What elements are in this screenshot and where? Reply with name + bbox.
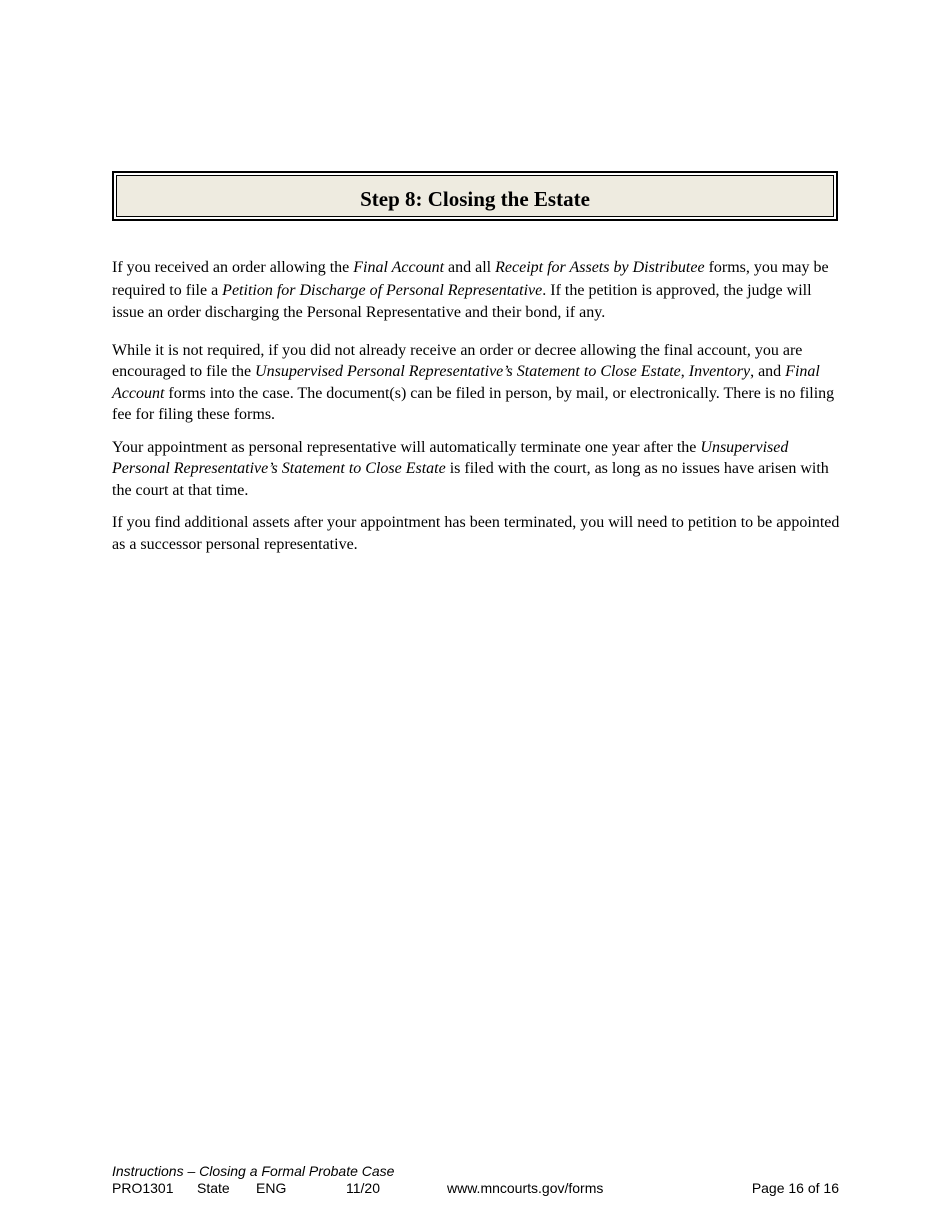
form-name: Final Account (112, 363, 820, 402)
section-heading: Step 8: Closing the Estate (360, 186, 590, 211)
form-name: Inventory (688, 363, 751, 380)
form-name: Unsupervised Personal Representative’s Statement to Close Estate (112, 438, 789, 477)
footer-meta (112, 1180, 839, 1197)
form-name: Final Account (353, 259, 445, 276)
text-segment: forms into the case. The document(s) can be filed in person, by mail, or electronically. There is no filing fee for filing these forms. (112, 384, 835, 423)
text-segment: , and (750, 363, 786, 380)
paragraph-additional-assets (112, 512, 842, 555)
text-segment: While it is not required, if you did not already receive an order or decree allowing the final account, you are encouraged to file the (112, 341, 803, 380)
paragraph-discharge (112, 257, 842, 325)
footer-document-title: Instructions – Closing a Formal Probate Case (112, 1163, 395, 1179)
text-segment: If you find additional assets after your appointment has been terminated, you will need to petition to be appointed as a successor personal representative. (112, 514, 840, 553)
paragraph-appointment-termination (112, 437, 842, 502)
section-heading-box (112, 171, 838, 221)
text-segment: Your appointment as personal representative will automatically terminate one year after the (112, 438, 701, 456)
body-content (112, 257, 842, 566)
footer-date: 11/20 (346, 1180, 380, 1196)
footer-page-number: Page 16 of 16 (751, 1180, 839, 1196)
footer-language: ENG (256, 1180, 287, 1196)
text-segment: , (680, 363, 689, 380)
footer-jurisdiction: State (197, 1180, 230, 1196)
footer-form-code: PRO1301 (112, 1180, 174, 1196)
page-footer (112, 1163, 839, 1197)
form-name: Petition for Discharge of Personal Representative (222, 281, 543, 299)
text-segment: forms, you may be required to file a (112, 259, 829, 299)
text-segment: If you received an order allowing the (112, 259, 354, 276)
section-heading-inner (116, 175, 834, 217)
text-segment: is filed with the court, as long as no issues have arisen with the court at that time. (112, 460, 829, 499)
form-name: Unsupervised Personal Representative’s Statement to Close Estate (255, 363, 681, 380)
footer-website: www.mncourts.gov/forms (447, 1180, 604, 1196)
text-segment: and all (444, 259, 496, 276)
text-segment: . If the petition is approved, the judge will issue an order discharging the Personal Representative and their bond, if any. (112, 281, 812, 321)
paragraph-statement-to-close (112, 340, 842, 426)
form-name: Receipt for Assets by Distributee (495, 259, 705, 276)
